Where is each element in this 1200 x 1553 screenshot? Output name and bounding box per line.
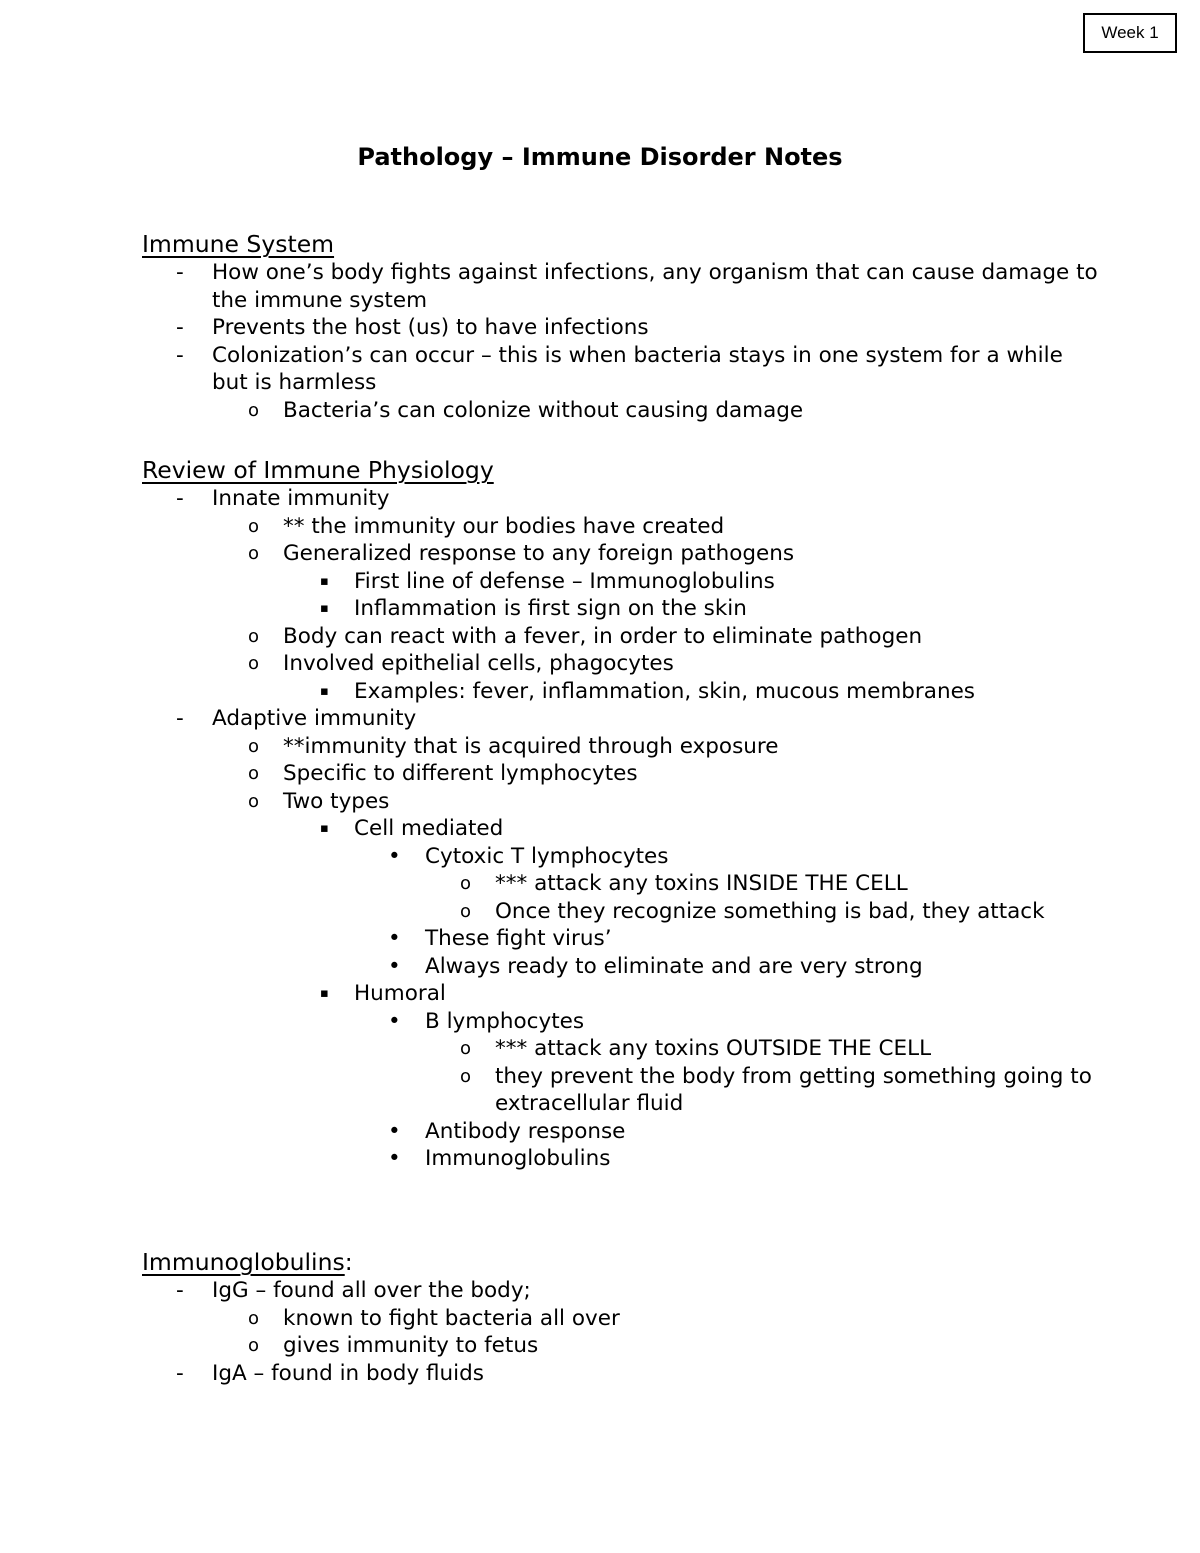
list-item: • Antibody response [388,1118,626,1144]
square-bullet: ▪ [320,683,329,699]
list-item: o Two types [248,788,390,814]
section-heading: Immunoglobulins: [142,1248,353,1276]
list-item: o ** the immunity our bodies have created [248,513,725,539]
circle-bullet: o [248,543,260,564]
section-heading: Immune System [142,230,335,258]
circle-bullet: o [248,1335,260,1356]
list-item: o **immunity that is acquired through exposure [248,733,779,759]
round-bullet: • [388,1118,401,1144]
dash-bullet: - [176,342,184,368]
list-item: • Immunoglobulins [388,1146,611,1171]
list-item: ▪ First line of defense – Immunoglobulins [320,568,775,594]
week-badge: Week 1 [1083,13,1177,53]
list-item: o Bacteria’s can colonize without causing damage [248,397,804,423]
circle-bullet: o [248,735,260,757]
circle-bullet: o [460,1038,472,1059]
list-item: - Innate immunity [176,486,390,511]
dash-bullet: - [176,315,184,340]
bullet-list [142,1277,1102,1387]
dash-bullet: - [176,486,184,511]
circle-bullet: o [248,515,260,537]
circle-bullet: o [460,900,472,922]
circle-bullet: o [248,653,260,674]
bullet-list [142,259,1102,424]
list-item: o Body can react with a fever, in order to eliminate pathogen [248,623,923,649]
circle-bullet: o [460,1065,472,1087]
list-item: o Generalized response to any foreign pathogens [248,541,795,566]
list-item: ▪ Examples: fever, inflammation, skin, mucous membranes [320,678,976,704]
circle-bullet: o [248,625,260,647]
square-bullet: ▪ [320,601,329,616]
list-item: - Colonization’s can occur – this is when bacteria stays in one system for a while but is harmless [176,342,1063,395]
circle-bullet: o [248,399,260,421]
dash-bullet: - [176,706,184,731]
list-item: ▪ Cell mediated [320,816,504,841]
list-item: • Cytoxic T lymphocytes [388,843,669,869]
circle-bullet: o [248,790,260,812]
section-immune-system [142,229,1102,424]
page-title: Pathology – Immune Disorder Notes [357,143,843,171]
round-bullet: • [388,953,401,979]
list-item: • These fight virus’ [388,926,612,951]
list-item: o *** attack any toxins INSIDE THE CELL [460,871,908,896]
round-bullet: • [388,1146,401,1171]
section-immunoglobulins [142,1247,1102,1387]
bullet-list [142,485,1102,1173]
dash-bullet: - [176,1278,184,1303]
list-item: o Specific to different lymphocytes [248,761,638,786]
list-item: - Adaptive immunity [176,706,417,731]
list-item: o gives immunity to fetus [248,1333,539,1358]
list-item: ▪ Humoral [320,981,446,1006]
list-item: o Involved epithelial cells, phagocytes [248,651,674,676]
dash-bullet: - [176,1360,184,1386]
dash-bullet: - [176,260,184,285]
list-item: - Prevents the host (us) to have infections [176,315,649,340]
list-item: • Always ready to eliminate and are very strong [388,953,923,979]
section-review-immune-physiology [142,455,1102,1173]
circle-bullet: o [460,873,472,894]
list-item: • B lymphocytes [388,1008,585,1034]
circle-bullet: o [248,763,260,784]
list-item: o they prevent the body from getting something going to extracellular fluid [460,1063,1092,1116]
list-item: ▪ Inflammation is first sign on the skin [320,596,747,621]
list-item: - How one’s body fights against infections, any organism that can cause damage to the immune system [176,260,1098,313]
list-item: - IgG – found all over the body; [176,1278,531,1303]
list-item: - IgA – found in body fluids [176,1360,485,1386]
square-bullet: ▪ [320,986,329,1001]
round-bullet: • [388,1008,401,1034]
round-bullet: • [388,926,401,951]
list-item: o *** attack any toxins OUTSIDE THE CELL [460,1036,932,1061]
list-item: o known to fight bacteria all over [248,1305,620,1331]
round-bullet: • [388,843,401,869]
circle-bullet: o [248,1307,260,1329]
square-bullet: ▪ [320,573,329,589]
square-bullet: ▪ [320,821,329,836]
section-heading: Review of Immune Physiology [142,456,494,484]
list-item: o Once they recognize something is bad, they attack [460,898,1045,924]
